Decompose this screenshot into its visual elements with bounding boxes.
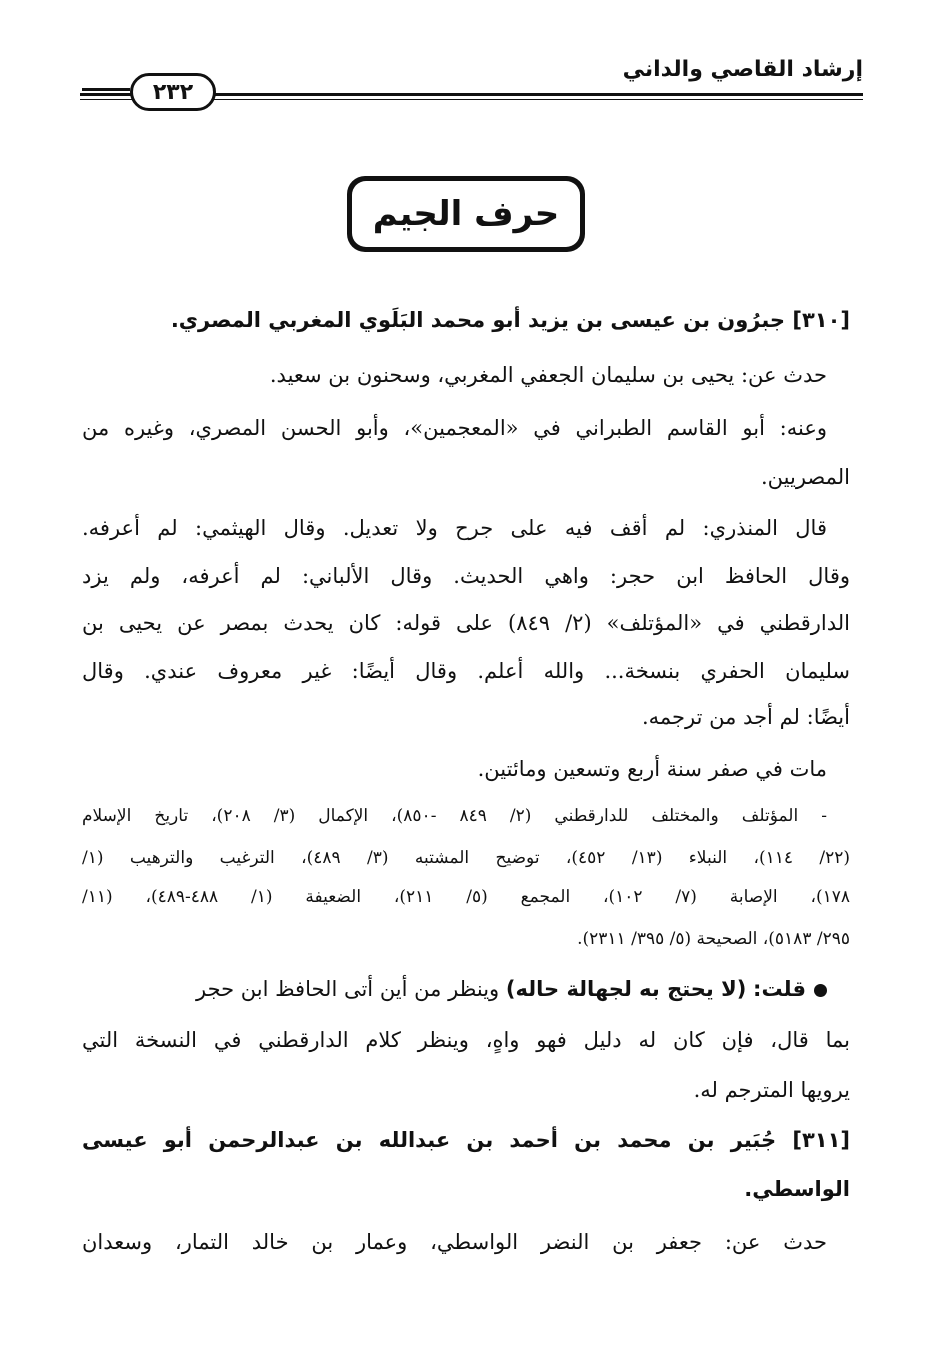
- entry-heading-311-cont: الواسطي.: [744, 1177, 850, 1201]
- text-line: أيضًا: لم أجد من ترجمه.: [641, 705, 850, 729]
- reference-line: (٢٢/ ١١٤)، النبلاء (١٣/ ٤٥٢)، توضيح المشتبه (٣/ ٤٨٩)، الترغيب والترهيب (١/: [82, 848, 850, 868]
- entry-heading-310: [٣١٠] جبرُون بن عيسى بن يزيد أبو محمد البَلَوي المغربي المصري.: [170, 308, 850, 332]
- page-number-rule: [82, 94, 130, 96]
- text-line: حدث عن: جعفر بن النضر الواسطي، وعمار بن خالد التمار، وسعدان: [82, 1230, 827, 1254]
- comment-label: قلت:: [753, 977, 806, 1001]
- running-title: إرشاد القاصي والداني: [622, 57, 863, 82]
- page-number: ٢٣٢: [130, 73, 216, 111]
- text-line: الدارقطني في «المؤتلف» (٢/ ٨٤٩) على قوله: كان يحدث بمصر عن يحيى بن: [82, 611, 850, 635]
- page-number-rule: [82, 88, 130, 91]
- text-line: مات في صفر سنة أربع وتسعين ومائتين.: [477, 757, 827, 781]
- text-line: يرويها المترجم له.: [693, 1078, 850, 1102]
- text-line: سليمان الحفري بنسخة... والله أعلم. وقال أيضًا: غير معروف عندي. وقال: [82, 659, 850, 683]
- text-line: المصريين.: [760, 465, 850, 489]
- comment-text: وينظر من أين أتى الحافظ ابن حجر: [195, 977, 500, 1001]
- comment-line: [82, 974, 827, 1004]
- reference-line: ٢٩٥/ ٥١٨٣)، الصحيحة (٥/ ٣٩٥/ ٢٣١١).: [577, 929, 850, 949]
- bullet-icon: [814, 984, 827, 997]
- text-line: حدث عن: يحيى بن سليمان الجعفي المغربي، وسحنون بن سعيد.: [269, 363, 827, 387]
- text-line: قال المنذري: لم أقف فيه على جرح ولا تعديل. وقال الهيثمي: لم أعرفه.: [82, 516, 827, 540]
- text-line: وقال الحافظ ابن حجر: واهي الحديث. وقال الألباني: لم أعرفه، ولم يزد: [82, 564, 850, 588]
- text-line: بما قال، فإن كان له دليل فهو واهٍ، وينظر كلام الدارقطني في النسخة التي: [82, 1028, 850, 1052]
- entry-heading-311: [٣١١] جُبَير بن محمد بن أحمد بن عبدالله بن عبدالرحمن أبو عيسى: [82, 1128, 850, 1152]
- reference-line: - المؤتلف والمختلف للدارقطني (٢/ ٨٤٩ -٨٥٠)، الإكمال (٣/ ٢٠٨)، تاريخ الإسلام: [82, 806, 827, 826]
- section-heading: حرف الجيم: [352, 181, 580, 247]
- section-heading-frame: [347, 176, 585, 252]
- comment-bold: (لا يحتج به لجهالة حاله): [505, 977, 747, 1001]
- reference-line: ١٧٨)، الإصابة (٧/ ١٠٢)، المجمع (٥/ ٢١١)، الضعيفة (١/ ٤٨٨-٤٨٩)، (١١/: [82, 887, 850, 907]
- text-line: وعنه: أبو القاسم الطبراني في «المعجمين»، وأبو الحسن المصري، وغيره من: [82, 416, 827, 440]
